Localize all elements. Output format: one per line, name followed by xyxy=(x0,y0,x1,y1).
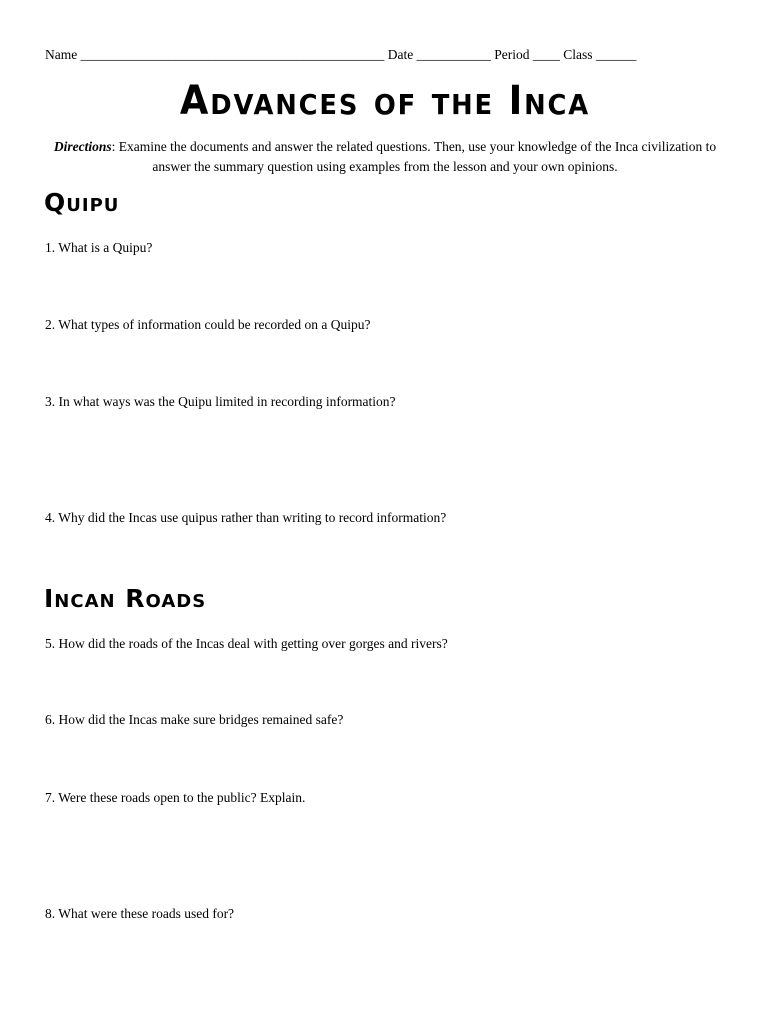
directions-paragraph xyxy=(40,137,730,177)
directions-label: Directions xyxy=(53,139,112,154)
question-7: 7. Were these roads open to the public? Explain. xyxy=(45,790,306,805)
worksheet-title: Advances of the Inca xyxy=(179,78,591,124)
question-3: 3. In what ways was the Quipu limited in recording information? xyxy=(45,394,396,409)
question-1: 1. What is a Quipu? xyxy=(45,240,153,255)
section-heading-quipu: Quipu xyxy=(44,188,120,217)
question-2: 2. What types of information could be recorded on a Quipu? xyxy=(45,317,371,332)
question-8: 8. What were these roads used for? xyxy=(45,906,235,921)
question-6: 6. How did the Incas make sure bridges remained safe? xyxy=(45,712,344,727)
question-5: 5. How did the roads of the Incas deal with getting over gorges and rivers? xyxy=(45,636,448,651)
directions-text: : Examine the documents and answer the related questions. Then, use your knowledge of the Inca civilization to answer the summary question using examples from the lesson and your own opinions. xyxy=(111,139,717,174)
question-4: 4. Why did the Incas use quipus rather than writing to record information? xyxy=(45,510,447,525)
student-info-line: Name _____________________________________________ Date ___________ Period ____ Class ______ xyxy=(45,47,637,62)
section-heading-incan-roads: Incan Roads xyxy=(44,584,207,613)
